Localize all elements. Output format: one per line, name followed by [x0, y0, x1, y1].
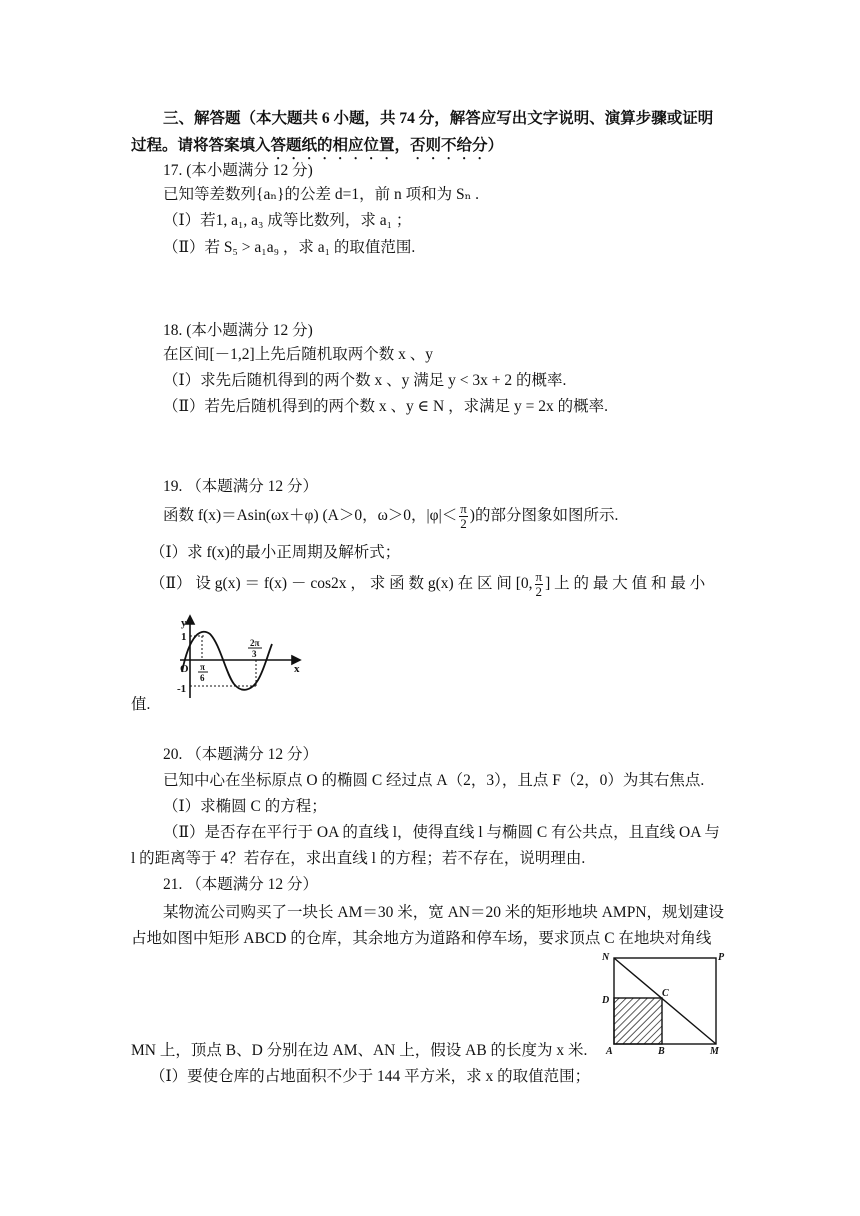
graph-tick-neg1: -1	[177, 683, 187, 695]
graph-y-label: y	[181, 617, 187, 629]
q21-title: 21. （本题满分 12 分）	[163, 876, 319, 893]
figure-label-P: P	[718, 952, 725, 963]
graph-tick-1: 1	[181, 631, 187, 643]
graph-x-tick2-num: 2π	[250, 638, 260, 648]
figure-label-C: C	[662, 988, 669, 999]
fraction-numerator: π	[535, 569, 543, 584]
q19-stem-b: )的部分图象如图所示.	[469, 507, 619, 525]
graph-x-tick2-den: 3	[252, 649, 257, 659]
q17-part1: （Ⅰ）若1, a₁, a₃ 成等比数列，求 a₁ ；	[163, 212, 412, 229]
fraction-denominator: 2	[460, 516, 467, 531]
figure-label-A: A	[606, 1046, 613, 1056]
fraction-numerator: π	[460, 501, 467, 516]
q20-part2-line2: l 的距离等于 4？若存在，求出直线 l 的方程；若不存在，说明理由.	[131, 850, 586, 867]
q18-title: 18. (本小题满分 12 分)	[163, 322, 313, 339]
q21-stem-line1: 某物流公司购买了一块长 AM＝30 米，宽 AN＝20 米的矩形地块 AMPN，规划建设	[163, 904, 725, 921]
q21-part1: （Ⅰ）要使仓库的占地面积不少于 144 平方米，求 x 的取值范围；	[150, 1068, 591, 1085]
q19-title: 19. （本题满分 12 分）	[163, 478, 319, 495]
heading-part-e: ）	[487, 137, 504, 154]
graph-x-tick1-num: π	[200, 662, 205, 672]
q19-part2	[150, 570, 705, 599]
q21-rectangle-figure	[598, 948, 728, 1056]
q18-stem: 在区间[－1,2]上先后随机取两个数 x 、y	[163, 346, 433, 363]
q18-part2: （Ⅱ）若先后随机得到的两个数 x 、y ∈ N ，求满足 y = 2x 的概率.	[163, 398, 608, 415]
q21-stem-line3: MN 上，顶点 B、D 分别在边 AM、AN 上，假设 AB 的长度为 x 米.	[131, 1042, 588, 1059]
q19-sine-graph	[172, 614, 302, 700]
q19-stem	[163, 502, 618, 531]
q19-part2-b: ] 上 的 最 大 值 和 最 小	[545, 575, 706, 593]
q19-part1: （Ⅰ）求 f(x)的最小正周期及解析式；	[150, 544, 401, 561]
q18-part1: （Ⅰ）求先后随机得到的两个数 x 、y 满足 y < 3x + 2 的概率.	[163, 372, 567, 389]
figure-label-B: B	[658, 1046, 665, 1056]
q19-stem-a: 函数 f(x)＝Asin(ωx＋φ) (A＞0，ω＞0，|φ|＜	[163, 507, 458, 525]
q21-stem-line2: 占地如图中矩形 ABCD 的仓库，其余地方为道路和停车场，要求顶点 C 在地块对角线	[131, 930, 712, 947]
heading-emphasis-answer-position: 答题纸的相应位置	[270, 137, 395, 154]
section-heading-line1: 三、解答题（本大题共 6 小题，共 74 分，解答应写出文字说明、演算步骤或证明	[163, 110, 714, 127]
q20-stem: 已知中心在坐标原点 O 的椭圆 C 经过点 A（2，3），且点 F（2，0）为其右焦点.	[163, 772, 705, 789]
figure-label-N: N	[602, 952, 610, 963]
q20-part1: （Ⅰ）求椭圆 C 的方程；	[163, 798, 327, 815]
section-heading-line2	[131, 135, 503, 163]
q20-part2-line1: （Ⅱ）是否存在平行于 OA 的直线 l，使得直线 l 与椭圆 C 有公共点，且直线 OA 与	[163, 824, 720, 841]
figure-label-M: M	[710, 1046, 719, 1056]
figure-label-D: D	[602, 995, 610, 1006]
graph-x-label: x	[294, 663, 300, 675]
q20-title: 20. （本题满分 12 分）	[163, 746, 319, 763]
q17-stem: 已知等差数列{aₙ}的公差 d=1，前 n 项和为 Sₙ .	[163, 186, 480, 203]
heading-part-a: 过程。请将答案填入	[131, 137, 271, 154]
graph-origin: O	[180, 663, 189, 675]
fraction-denominator: 2	[535, 584, 543, 599]
q19-part2-end: 值.	[131, 696, 151, 713]
q17-title: 17. (本小题满分 12 分)	[163, 162, 313, 179]
q19-part2-a: （Ⅱ） 设 g(x) ＝ f(x) － cos2x ， 求 函 数 g(x) 在 区 间 [0,	[150, 575, 533, 593]
heading-emphasis-no-score: 否则不给分	[410, 137, 488, 154]
heading-part-c: ，	[394, 137, 411, 154]
q17-part2: （Ⅱ）若 S₅ > a₁a₉ ，求 a₁ 的取值范围.	[163, 239, 416, 256]
q19-stem-fraction	[459, 502, 468, 531]
graph-x-tick1-den: 6	[200, 673, 205, 683]
q19-part2-fraction	[535, 570, 544, 599]
